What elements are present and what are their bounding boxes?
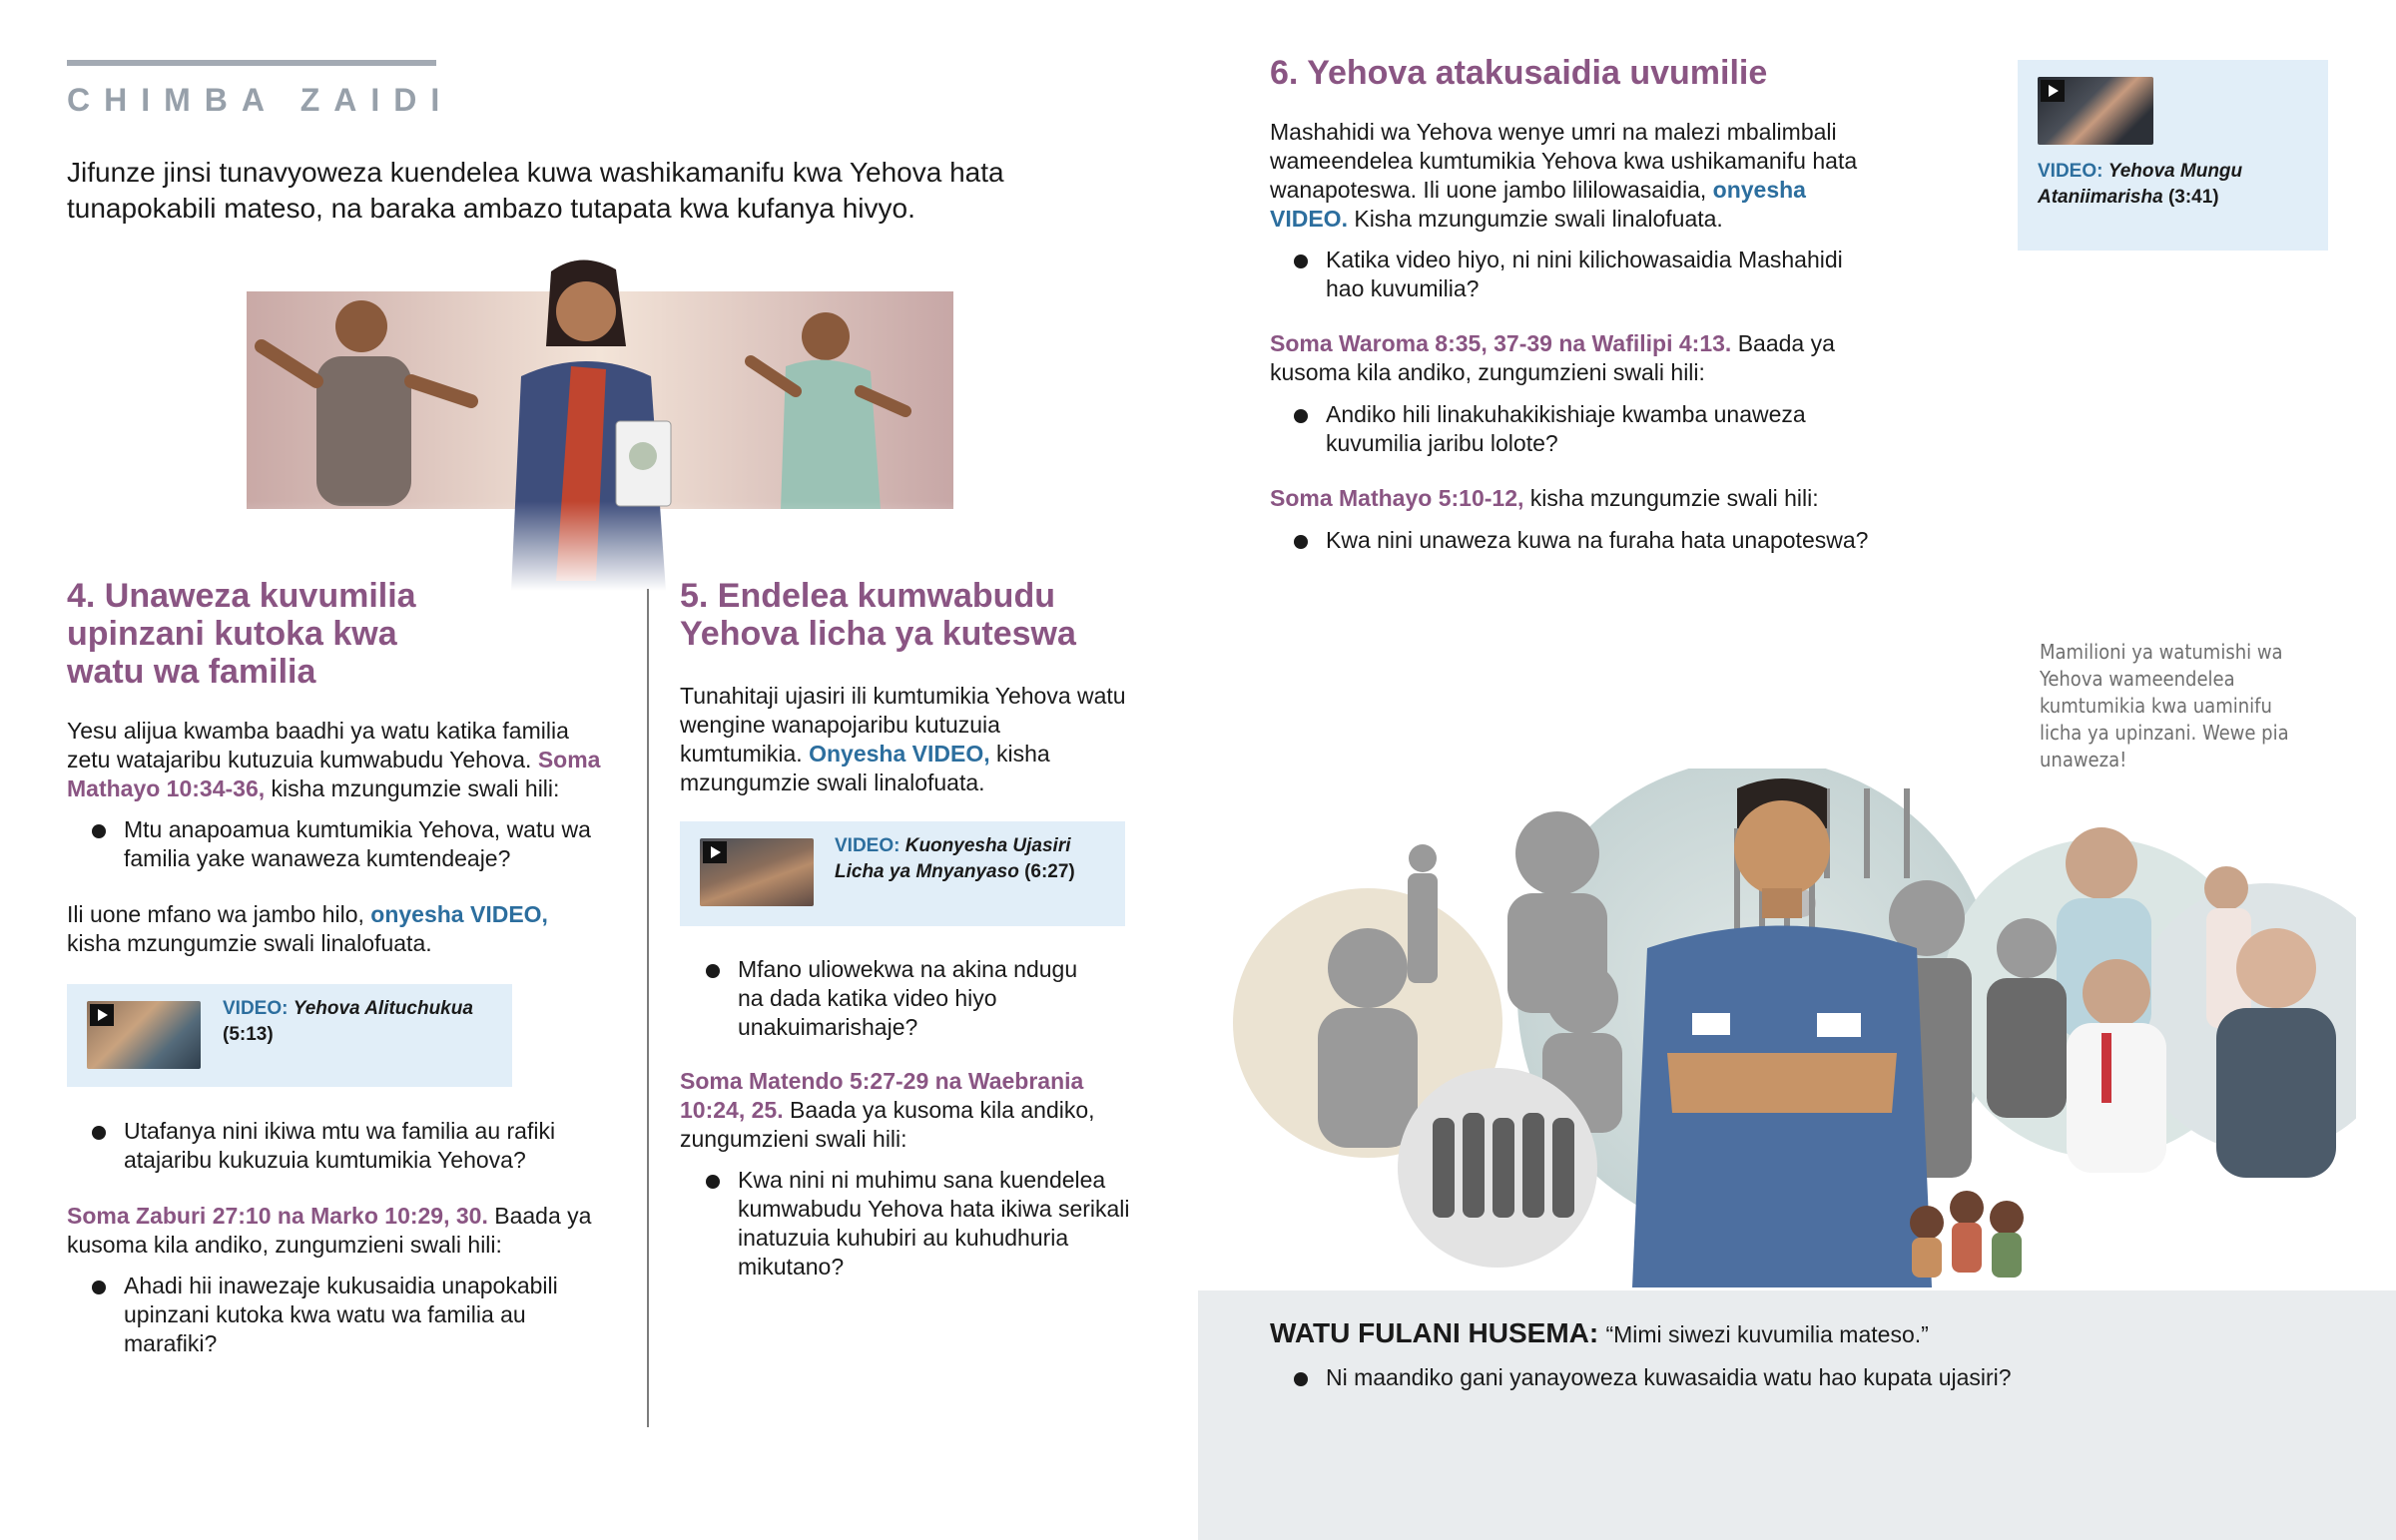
video-caption: [2038, 159, 2317, 211]
scripture-reference[interactable]: Soma Matendo 5:27-29 na Waebrania 10:24, 25.: [680, 1068, 1084, 1123]
question-text: Mfano uliowekwa na akina ndugu na dada katika video hiyo unakuimarishaje?: [738, 956, 1078, 1040]
heading-line: upinzani kutoka kwa: [67, 615, 397, 653]
play-icon[interactable]: [703, 841, 727, 863]
question-bullet: [1294, 246, 1853, 303]
video-link[interactable]: onyesha VIDEO,: [370, 901, 548, 927]
paragraph-text: Baada ya kusoma kila andiko, zungumzieni swali hili:: [680, 1097, 1095, 1152]
bullet-dot: [92, 824, 106, 838]
paragraph-text: Ili uone mfano wa jambo hilo,: [67, 901, 364, 927]
bullet-dot: [92, 1281, 106, 1294]
video-thumbnail[interactable]: [700, 838, 814, 906]
question-text: Kwa nini ni muhimu sana kuendelea kumwabudu Yehova hata ikiwa serikali inatuzuia kuhubiri au kuhudhuria mikutano?: [738, 1167, 1130, 1280]
question-bullet: [92, 1272, 601, 1358]
section-6-heading: 6. Yehova atakusaidia uvumilie: [1270, 54, 1768, 92]
question-text: Ahadi hii inawezaje kukusaidia unapokabili upinzani kutoka kwa watu wa familia au marafiki?: [124, 1273, 558, 1356]
paragraph-text: kisha mzungumzie swali hili:: [271, 775, 560, 801]
video-card-yehova-mungu[interactable]: [2018, 60, 2328, 251]
bullet-dot: [92, 1126, 106, 1140]
video-duration: (6:27): [1024, 861, 1075, 882]
question-bullet: [1294, 526, 1893, 555]
question-text: Ni maandiko gani yanayoweza kuwasaidia watu hao kupata ujasiri?: [1326, 1364, 2012, 1390]
section-4-paragraph-1: [67, 717, 606, 803]
section-4-paragraph-3: [67, 1202, 606, 1260]
section-6-paragraph-2: [1270, 329, 1889, 387]
bullet-dot: [1294, 255, 1308, 268]
video-link[interactable]: onyesha VIDEO.: [1270, 177, 1806, 232]
section-4-paragraph-2: [67, 900, 606, 958]
play-icon[interactable]: [90, 1004, 114, 1026]
family-opposition-illustration: [222, 252, 955, 591]
question-text: Mtu anapoamua kumtumikia Yehova, watu wa familia yake wanaweza kumtendeaje?: [124, 816, 591, 871]
scripture-reference[interactable]: Soma Waroma 8:35, 37-39 na Wafilipi 4:13.: [1270, 330, 1732, 356]
section-kicker: CHIMBA ZAIDI: [67, 82, 454, 118]
heading-line: 5. Endelea kumwabudu: [680, 577, 1055, 615]
section-4-heading: [67, 577, 626, 691]
some-say-label: WATU FULANI HUSEMA:: [1270, 1317, 1599, 1348]
bullet-dot: [1294, 535, 1308, 549]
paragraph-text: Baada ya kusoma kila andiko, zungumzieni swali hili:: [67, 1203, 592, 1258]
video-caption: [223, 996, 502, 1048]
heading-line: 4. Unaweza kuvumilia: [67, 577, 416, 615]
scripture-reference[interactable]: Soma Zaburi 27:10 na Marko 10:29, 30.: [67, 1203, 488, 1229]
bullet-dot: [706, 964, 720, 978]
heading-line: Yehova licha ya kuteswa: [680, 615, 1076, 653]
video-title: Yehova Alituchukua: [293, 998, 473, 1019]
video-duration: (3:41): [2167, 187, 2219, 208]
video-card-kuonyesha-ujasiri[interactable]: [680, 821, 1125, 926]
question-bullet: [706, 1166, 1135, 1282]
section-5-heading: [680, 577, 1159, 653]
scripture-reference[interactable]: Soma Mathayo 10:34-36,: [67, 747, 601, 801]
question-bullet: [706, 955, 1105, 1042]
scripture-reference[interactable]: Soma Mathayo 5:10-12,: [1270, 485, 1524, 511]
question-text: Katika video hiyo, ni nini kilichowasaidia Mashahidi hao kuvumilia?: [1326, 247, 1843, 301]
question-bullet: [1294, 400, 1853, 458]
some-say-quote: “Mimi siwezi kuvumilia mateso.”: [1605, 1321, 1929, 1347]
bullet-dot: [706, 1175, 720, 1189]
question-text: Andiko hili linakuhakikishiaje kwamba unaweza kuvumilia jaribu lolote?: [1326, 401, 1806, 456]
paragraph-text: Kisha mzungumzie swali linalofuata.: [1354, 206, 1723, 232]
question-text: Utafanya nini ikiwa mtu wa familia au rafiki atajaribu kukuzuia kumtumikia Yehova?: [124, 1118, 556, 1173]
section-5-paragraph-1: [680, 682, 1129, 797]
paragraph-text: Baada ya kusoma kila andiko, zungumzieni swali hili:: [1270, 330, 1835, 385]
video-label: VIDEO:: [835, 835, 900, 856]
video-label: VIDEO:: [223, 998, 289, 1019]
intro-text: Jifunze jinsi tunavyoweza kuendelea kuwa washikamanifu kwa Yehova hata tunapokabili mateso, na baraka ambazo tutapata kwa kufanya hivyo.: [67, 157, 1004, 224]
video-duration: (5:13): [223, 1024, 274, 1045]
paragraph-text: kisha mzungumzie swali hili:: [1529, 485, 1819, 511]
video-card-yehova-alituchukua[interactable]: [67, 984, 512, 1087]
faithful-witnesses-illustration: [1228, 769, 2356, 1287]
paragraph-text: Mashahidi wa Yehova wenye umri na malezi mbalimbali wameendelea kumtumikia Yehova kwa ushikamanifu hata wanapoteswa. Ili uone jambo lililowasaidia,: [1270, 119, 1858, 203]
play-icon[interactable]: [2041, 80, 2065, 102]
video-caption: [835, 833, 1119, 885]
paragraph-text: kisha mzungumzie swali linalofuata.: [67, 930, 432, 956]
header-rule: [67, 60, 436, 66]
some-say-line: [1270, 1316, 2368, 1350]
video-label: VIDEO:: [2038, 161, 2103, 182]
section-5-paragraph-2: [680, 1067, 1129, 1154]
video-title: Kuonyesha Ujasiri Licha ya Mnyanyaso: [835, 835, 1071, 882]
paragraph-text: Tunahitaji ujasiri ili kumtumikia Yehova watu wengine wanapojaribu kutuzuia kumtumikia.: [680, 683, 1126, 767]
section-6-paragraph-1: [1270, 118, 1879, 234]
video-thumbnail[interactable]: [2038, 77, 2153, 145]
bullet-dot: [1294, 1372, 1308, 1386]
section-6-paragraph-3: [1270, 484, 1969, 513]
video-title: Yehova Mungu Ataniimarisha: [2038, 161, 2243, 208]
question-bullet: [92, 1117, 591, 1175]
bullet-dot: [1294, 409, 1308, 423]
column-divider: [647, 589, 649, 1427]
paragraph-text: Yesu alijua kwamba baadhi ya watu katika familia zetu watajaribu kutuzuia kumwabudu Yehova.: [67, 718, 569, 772]
question-bullet: [1294, 1363, 2342, 1392]
paragraph-text: kisha mzungumzie swali linalofuata.: [680, 741, 1050, 795]
question-bullet: [92, 815, 591, 873]
question-text: Kwa nini unaweza kuwa na furaha hata unapoteswa?: [1326, 527, 1869, 553]
illustration-caption: Mamilioni ya watumishi wa Yehova wameendelea kumtumikia kwa uaminifu licha ya upinzani. Wewe pia unaweza!: [2040, 640, 2289, 771]
video-link[interactable]: Onyesha VIDEO,: [809, 741, 990, 767]
heading-line: watu wa familia: [67, 653, 316, 691]
video-thumbnail[interactable]: [87, 1001, 201, 1069]
